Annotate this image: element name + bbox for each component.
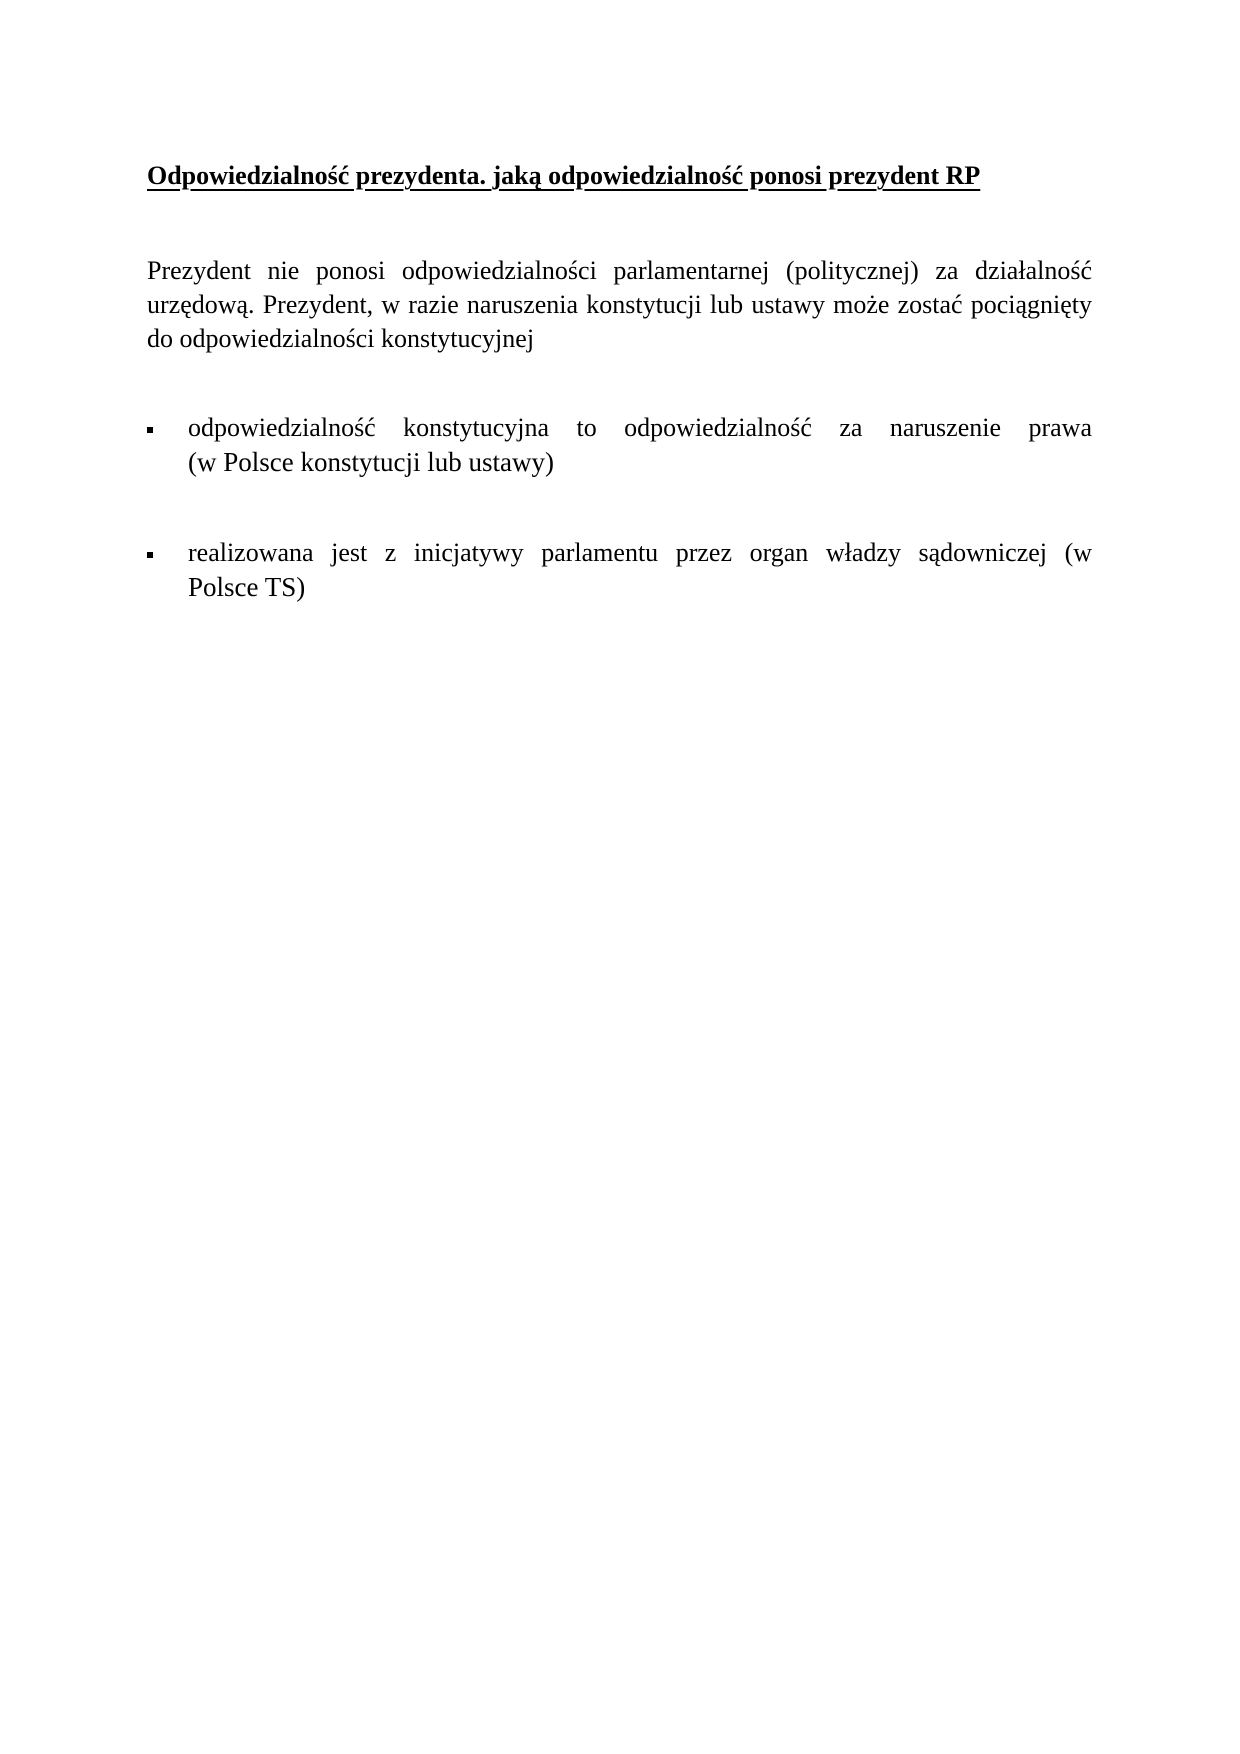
bullet-icon — [147, 552, 153, 558]
bullet-icon — [147, 427, 153, 433]
list-item — [147, 536, 1092, 604]
intro-paragraph: Prezydent nie ponosi odpowiedzialności parlamentarnej (politycznej) za działalność urzędową. Prezydent, w razie naruszenia konstytucji lub ustawy może zostać pociągnięty do odpowiedzialności konstytucyjnej — [147, 256, 1092, 353]
bullet-text: odpowiedzialność konstytucyjna to odpowiedzialność za naruszenie prawa — [188, 413, 1092, 442]
bullet-list-1 — [147, 411, 1092, 479]
document-title: Odpowiedzialność prezydenta. jaką odpowiedzialność ponosi prezydent RP — [147, 161, 981, 190]
bullet-tail-text: Polsce TS) — [188, 572, 306, 602]
bullet-text: realizowana jest z inicjatywy parlamentu przez organ władzy sądowniczej (w — [188, 538, 1092, 567]
bullet-list-2 — [147, 536, 1092, 604]
bullet-tail-text: (w Polsce konstytucji lub ustawy) — [188, 447, 554, 477]
list-item — [147, 411, 1092, 479]
